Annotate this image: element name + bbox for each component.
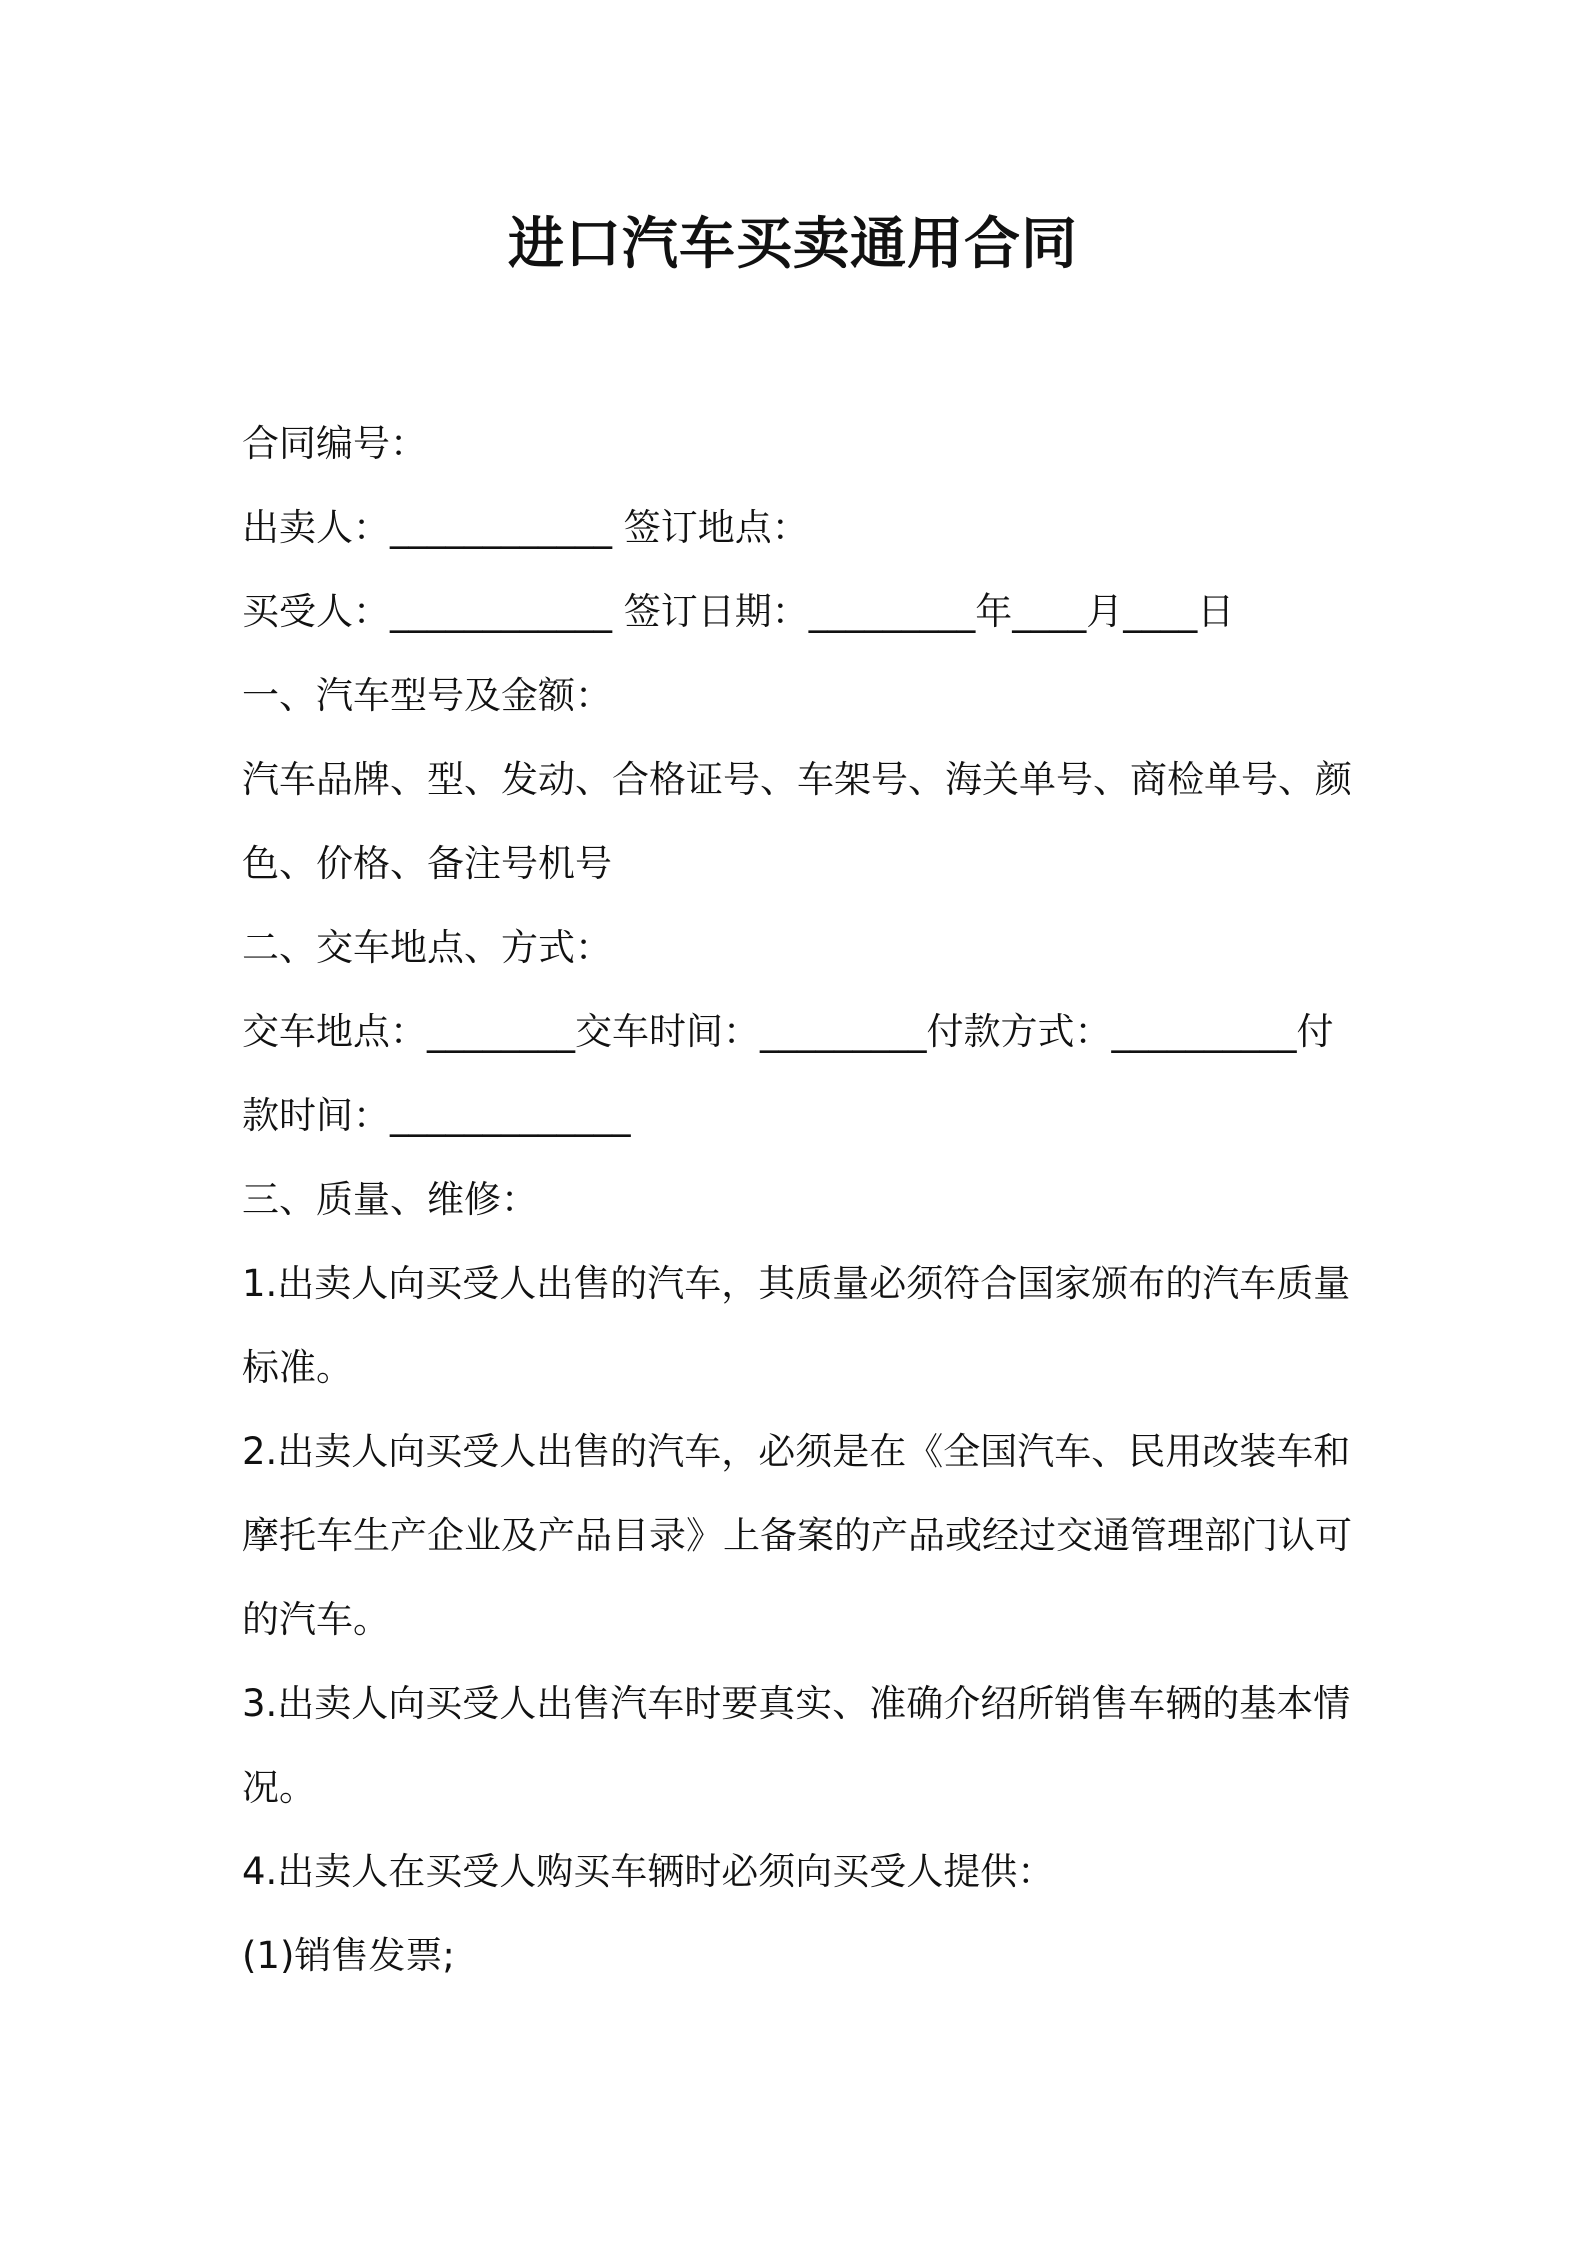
paragraph-line: 3.出卖人向买受人出售汽车时要真实、准确介绍所销售车辆的基本情: [242, 1682, 1351, 1725]
paragraph-line: 2.出卖人向买受人出售的汽车，必须是在《全国汽车、民用改装车和: [242, 1430, 1351, 1473]
paragraph-line: 交车地点：________交车时间：_________付款方式：__________付: [242, 1010, 1334, 1053]
buyer-line: 买受人：____________ 签订日期：_________年____月____日: [242, 590, 1235, 633]
paragraph-line: 汽车品牌、型、发动、合格证号、车架号、海关单号、商检单号、颜: [242, 758, 1352, 801]
paragraph-line: 款时间：_____________: [242, 1094, 631, 1137]
paragraph-line: (1)销售发票;: [242, 1934, 455, 1977]
paragraph-line: 摩托车生产企业及产品目录》上备案的产品或经过交通管理部门认可: [242, 1514, 1352, 1557]
section-heading-delivery: 二、交车地点、方式：: [242, 926, 612, 969]
contract-number-line: 合同编号：: [242, 422, 427, 465]
paragraph-line: 况。: [242, 1766, 316, 1809]
paragraph-line: 1.出卖人向买受人出售的汽车，其质量必须符合国家颁布的汽车质量: [242, 1262, 1351, 1305]
document-body: [242, 402, 1362, 1998]
paragraph-line: 4.出卖人在买受人购买车辆时必须向买受人提供：: [242, 1850, 1055, 1893]
paragraph-line: 标准。: [242, 1346, 353, 1389]
paragraph-line: 色、价格、备注号机号: [242, 842, 612, 885]
seller-line: 出卖人：____________ 签订地点：: [242, 506, 809, 549]
section-heading-quality: 三、质量、维修：: [242, 1178, 538, 1221]
paragraph-line: 的汽车。: [242, 1598, 390, 1641]
document-title: 进口汽车买卖通用合同: [508, 212, 1078, 277]
section-heading-model-amount: 一、汽车型号及金额：: [242, 674, 612, 717]
